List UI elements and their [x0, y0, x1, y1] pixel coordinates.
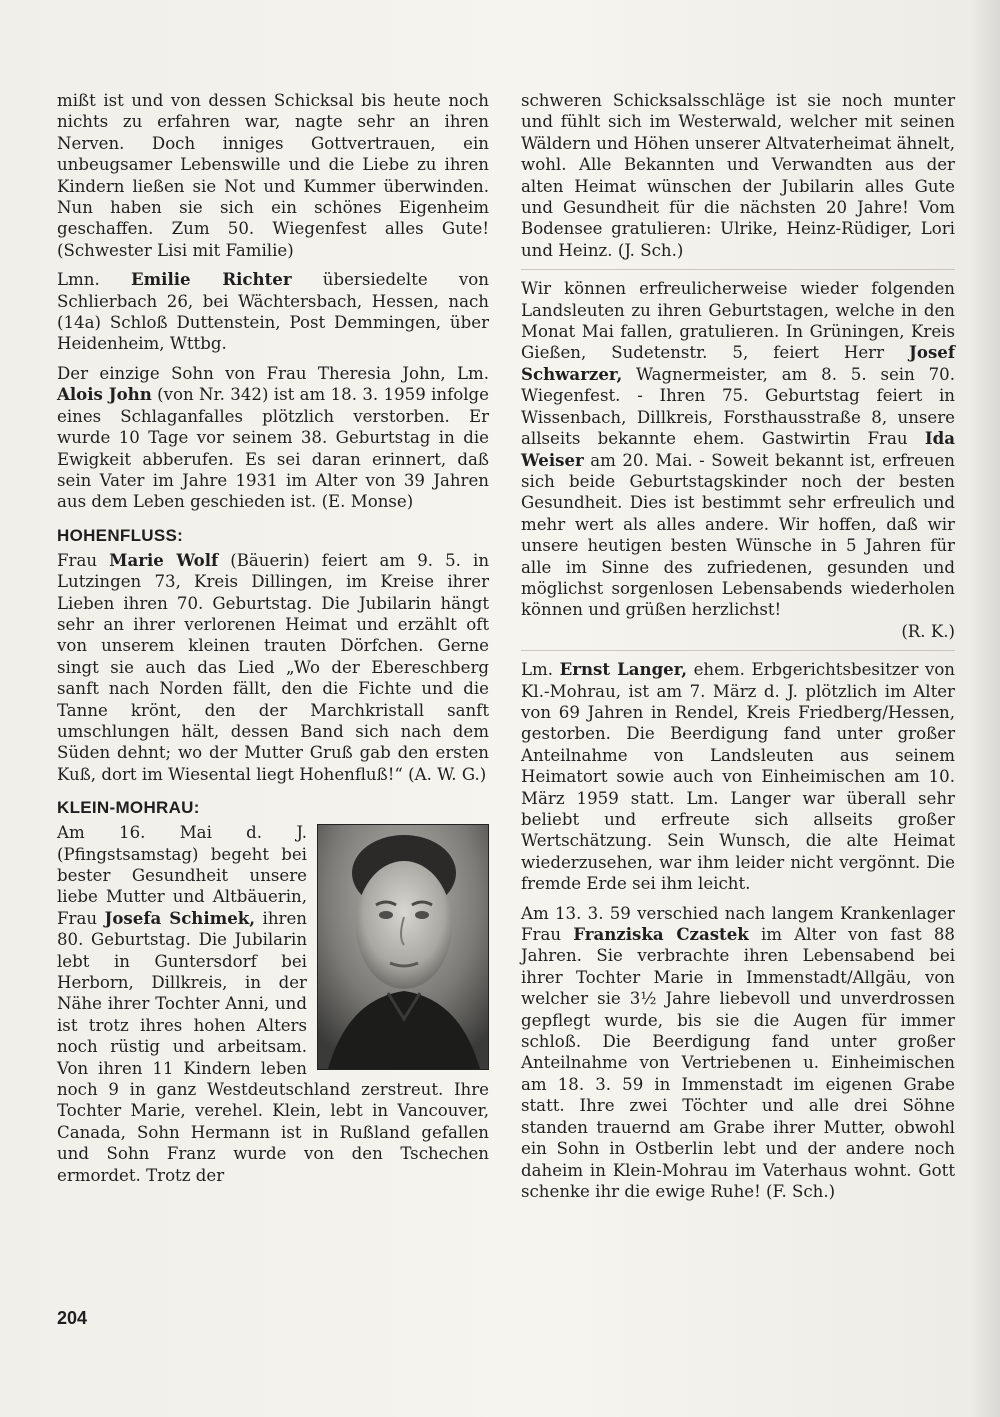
text: (Bäuerin) feiert am 9. 5. in Lutzingen 73, Kreis Dillingen, im Kreise ihrer Lieben ihren 70. Geburtstag. Die Jubilarin hängt sehr an ihrer verlorenen Heimat und erzählt oft von unserem kleinen trauten Dörfchen. Gerne singt sie auch das Lied „Wo der Ebereschberg sanft nach Norden fällt, den die Fichte und die Tanne krönt, den der Marchkristall sanft umschlungen hält, dessen Band sich nach dem Süden dehnt; wo der Mutter Gruß gab den ersten Kuß, dort im Wiesental liegt Hohenfluß!“ (A. W. G.) — [57, 550, 490, 784]
person-name: Josefa Schimek, — [104, 907, 256, 928]
paragraph-alois-john — [57, 363, 489, 513]
paragraph-birthdays-may — [521, 278, 955, 642]
text: im Alter von fast 88 Jahren. Sie verbrachte ihren Lebensabend bei ihrer Tochter Marie in Immenstadt/Allgäu, von welcher sie 3½ Jahre liebevoll und unverdrossen gepflegt wurde, bis sie die Augen für immer schloß. Die Beerdigung fand unter großer Anteilnahme von Vertriebenen u. Einheimischen am 18. 3. 59 in Immenstadt im eigenen Grabe statt. Ihre zwei Töchter und alle drei Söhne standen trauernd am Grabe ihrer Mutter, obwohl ein Sohn in Ostberlin lebt und der andere noch daheim in Klein-Mohrau im Vaterhaus wohnt. Gott schenke ihr die ewige Ruhe! (F. Sch.) — [521, 925, 955, 1201]
author-signature: (R. K.) — [901, 621, 955, 641]
paragraph-marie-wolf — [57, 550, 489, 785]
paragraph-emilie-richter — [57, 269, 489, 355]
text: ihren 80. Geburtstag. Die Jubilarin lebt in Guntersdorf bei Herborn, Dillkreis, in der Nähe ihrer Tochter Anni, und ist trotz ihres hohen Alters noch rüstig und arbeitsam. Von ihren 11 Kindern leben noch 9 in ganz Westdeutschland zerstreut. Ihre Tochter Marie, verehel. Klein, lebt in Vancouver, Canada, Sohn Hermann ist in Rußland gefallen und Sohn Franz wurde von den Tschechen ermordet. Trotz der — [57, 908, 489, 1185]
paragraph-continuation: mißt ist und von dessen Schicksal bis heute noch nichts zu erfahren war, nagte sehr an ihren Nerven. Doch inniges Gottvertrauen, ein unbeugsamer Lebenswille und die Liebe zu ihren Kindern ließen sie Not und Kummer überwinden. Nun haben sie sich ein schönes Eigenheim geschaffen. Zum 50. Wiegenfest alles Gute! (Schwester Lisi mit Familie) — [57, 91, 489, 260]
person-name: Ida Weiser — [521, 428, 955, 470]
paragraph-franziska-czastek — [521, 903, 955, 1203]
page-number: 204 — [57, 1308, 88, 1328]
text: ehem. Erbgerichtsbesitzer von Kl.-Mohrau, ist am 7. März d. J. plötzlich im Alter von 69 Jahren in Rendel, Kreis Friedberg/Hessen, gestorben. Die Beerdigung fand unter großer Anteilnahme von Landsleuten aus seinem Heimatort sowie auch von Einheimischen am 10. März 1959 statt. Lm. Langer war überall sehr beliebt und erfreute sich allseits großer Wertschätzung. Sein Wunsch, die alte Heimat wiederzusehen, war ihm leider nicht vergönnt. Die fremde Erde sei ihm leicht. — [521, 660, 955, 894]
text: Am 16. Mai d. J. (Pfingstsamstag) begeht bei bester Gesundheit unsere liebe Mutter und Altbäuerin, Frau — [57, 823, 307, 928]
person-name: Alois John — [57, 384, 152, 405]
text: übersiedelte von Schlierbach 26, bei Wächtersbach, Hessen, nach (14a) Schloß Duttenstein, Post Demmingen, über Heidenheim, Wttbg. — [57, 270, 489, 354]
paragraph-ernst-langer — [521, 659, 955, 894]
person-name: Franziska Czastek — [573, 924, 749, 945]
text: Der einzige Sohn von Frau Theresia John, Lm. — [57, 363, 489, 383]
person-name: Ernst Langer, — [559, 659, 688, 680]
right-column — [521, 90, 955, 1210]
left-column — [57, 90, 489, 1194]
portrait-image — [318, 825, 488, 1069]
text: Wir können erfreulicherweise wieder folgenden Landsleuten zu ihren Geburtstagen, welche in den Monat Mai fallen, gratulieren. In Grüningen, Kreis Gießen, Sudetenstr. 5, feiert Herr — [521, 279, 955, 363]
section-heading-hohenfluss: HOHENFLUSS: — [57, 525, 184, 545]
text: Am 13. 3. 59 verschied nach langem Krankenlager Frau — [521, 903, 955, 945]
person-name: Marie Wolf — [109, 549, 219, 570]
text: Lmn. — [57, 270, 131, 290]
paragraph-josefa-schimek — [57, 822, 489, 1186]
text: am 20. Mai. - Soweit bekannt ist, erfreuen sich beide Geburtstagskinder noch der besten Gesundheit. Dies ist bestimmt sehr erfreulich und mehr wert als alles andere. Wir hoffen, daß wir unsere heutigen besten Wünsche in 5 Jahren für alle im Sinne des zufriedenen, gesunden und möglichst sorgenlosen Lebensabends wiederholen können und grüßen herzlichst! — [521, 450, 955, 620]
divider — [521, 269, 955, 270]
text: (von Nr. 342) ist am 18. 3. 1959 infolge eines Schlaganfalles plötzlich verstorben. Er wurde 10 Tage vor seinem 38. Geburtstag in die Ewigkeit abberufen. Es sei daran erinnert, daß sein Vater im Jahre 1931 im Alter von 39 Jahren aus dem Leben geschieden ist. (E. Monse) — [57, 385, 489, 512]
text: Frau — [57, 550, 110, 570]
paragraph-continuation-right: schweren Schicksalsschläge ist sie noch munter und fühlt sich im Westerwald, welcher mit seinen Wäldern und Höhen unserer Altvaterheimat ähnelt, wohl. Alle Bekannten und Verwandten aus der alten Heimat wünschen der Jubilarin alles Gute und Gesundheit für die nächsten 20 Jahre! Vom Bodensee gratulieren: Ulrike, Heinz-Rüdiger, Lori und Heinz. (J. Sch.) — [521, 91, 955, 260]
person-name: Josef Schwarzer, — [521, 342, 955, 384]
divider — [521, 650, 955, 651]
text: Wagnermeister, am 8. 5. sein 70. Wiegenfest. - Ihren 75. Geburtstag feiert in Wissenbach, Dillkreis, Forsthausstraße 8, unsere allseits bekannte ehem. Gastwirtin Frau — [521, 364, 955, 449]
person-name: Emilie Richter — [130, 269, 292, 290]
text: Lm. — [521, 660, 560, 680]
section-heading-klein-mohrau: KLEIN-MOHRAU: — [57, 798, 200, 818]
portrait-photo — [317, 824, 489, 1070]
